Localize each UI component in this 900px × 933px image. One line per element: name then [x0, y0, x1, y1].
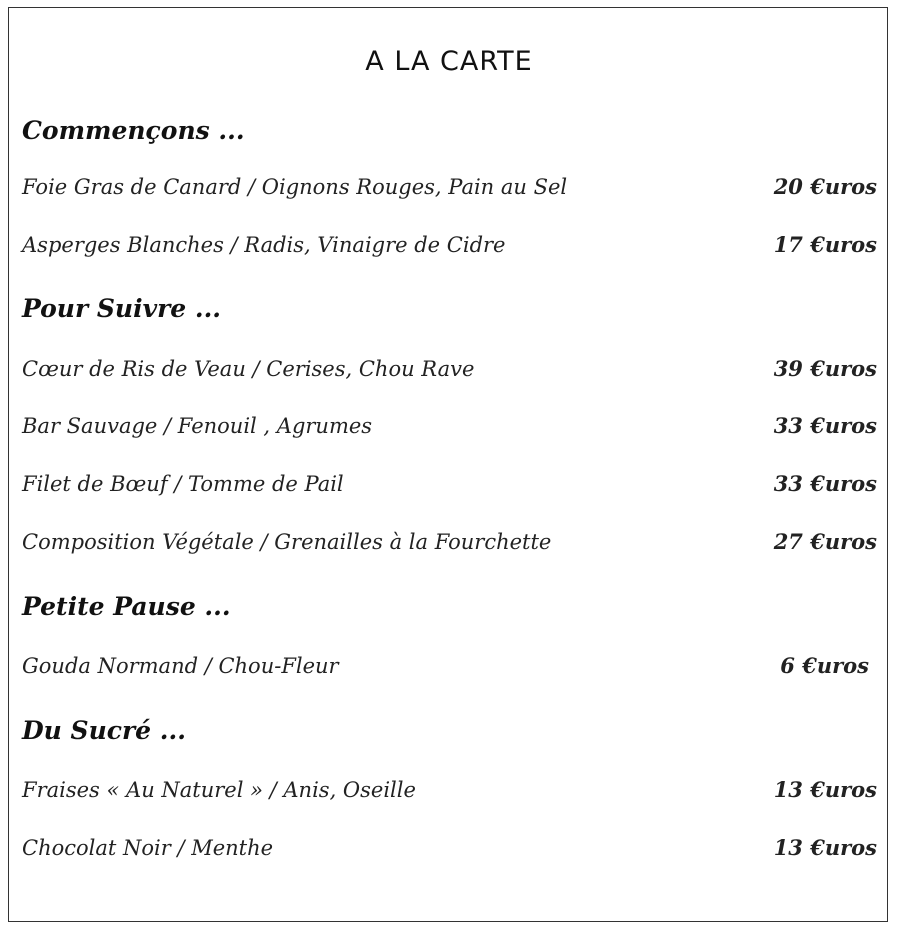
menu-item — [22, 356, 877, 388]
menu-item-price: 6 €uros — [780, 653, 869, 678]
menu-title: A LA CARTE — [365, 46, 533, 77]
menu-item-name: Fraises « Au Naturel » / Anis, Oseille — [22, 778, 416, 802]
menu-item-name: Asperges Blanches / Radis, Vinaigre de Cidre — [22, 233, 506, 257]
menu-item — [22, 529, 877, 561]
section-title-pour-suivre: Pour Suivre ... — [22, 294, 221, 323]
menu-item-name: Gouda Normand / Chou-Fleur — [22, 654, 339, 678]
section-title-du-sucre: Du Sucré ... — [22, 716, 186, 745]
menu-item-name: Cœur de Ris de Veau / Cerises, Chou Rave — [22, 357, 475, 381]
menu-item-price: 20 €uros — [773, 174, 877, 199]
section-title-petite-pause: Petite Pause ... — [22, 592, 231, 621]
menu-item — [22, 835, 877, 867]
menu-item-price: 33 €uros — [773, 471, 877, 496]
menu-item — [22, 232, 877, 264]
menu-item-name: Filet de Bœuf / Tomme de Pail — [22, 472, 344, 496]
menu-item-name: Bar Sauvage / Fenouil , Agrumes — [22, 414, 373, 438]
menu-card — [8, 7, 888, 922]
menu-item-price: 39 €uros — [773, 356, 877, 381]
menu-item-name: Chocolat Noir / Menthe — [22, 836, 274, 860]
menu-item-price: 33 €uros — [773, 413, 877, 438]
menu-item-name: Composition Végétale / Grenailles à la Fourchette — [22, 530, 552, 554]
menu-item-price: 27 €uros — [773, 529, 877, 554]
menu-item — [22, 471, 877, 503]
menu-item-name: Foie Gras de Canard / Oignons Rouges, Pain au Sel — [22, 175, 568, 199]
menu-item-price: 13 €uros — [773, 835, 877, 860]
menu-item — [22, 653, 877, 685]
menu-item — [22, 174, 877, 206]
menu-item — [22, 413, 877, 445]
menu-item-price: 13 €uros — [773, 777, 877, 802]
menu-item — [22, 777, 877, 809]
section-title-commencons: Commençons ... — [22, 116, 245, 145]
menu-item-price: 17 €uros — [773, 232, 877, 257]
